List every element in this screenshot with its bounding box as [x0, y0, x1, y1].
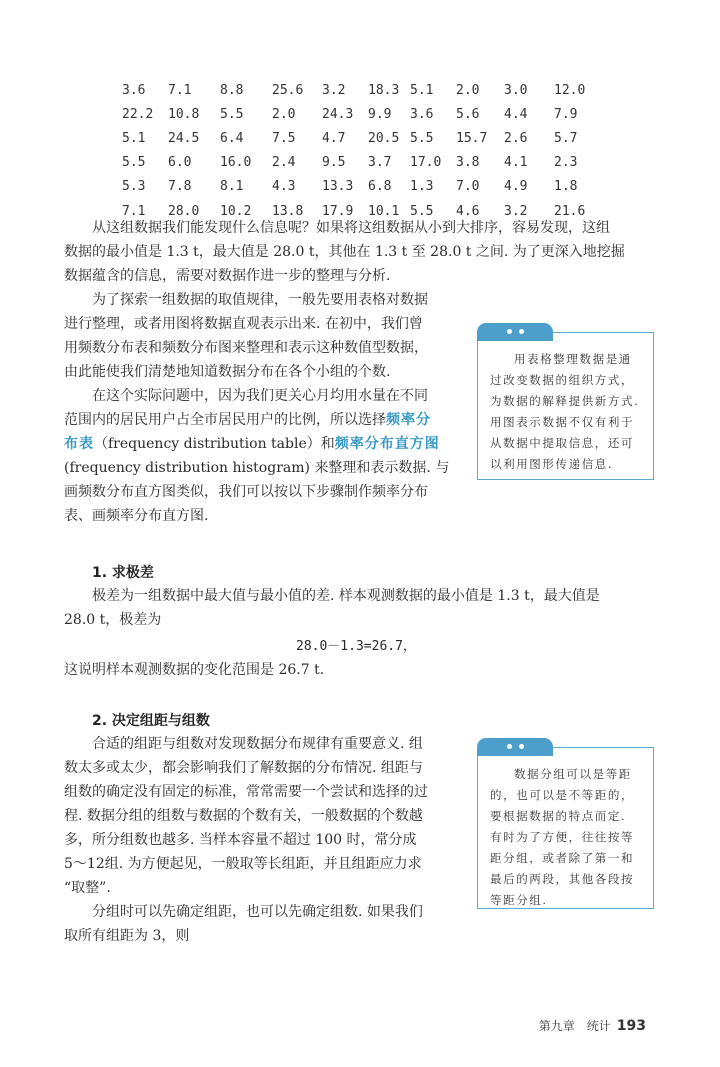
table-cell: 10.2 — [220, 203, 252, 219]
table-cell: 9.5 — [322, 155, 346, 171]
s2-line-4: 程. 数据分组的组数与数据的个数有关，一般数据的个数越 — [64, 808, 423, 824]
table-cell: 2.0 — [272, 106, 296, 122]
s2-line-5: 多，所分组数也越多. 当样本容量不超过 100 时，常分成 — [64, 832, 417, 848]
table-cell: 7.8 — [168, 179, 192, 195]
section-range-title: 1. 求极差 — [92, 565, 154, 581]
term-frequency-table-part2: 布表 — [64, 436, 94, 452]
p3-line-4: (frequency distribution histogram) 来整理和表示数据. 与 — [64, 460, 450, 476]
p3-line-5: 画频数分布直方图类似，我们可以按以下步骤制作频率分布 — [64, 484, 428, 500]
note-2-line: 有时为了方便，往往按等 — [490, 830, 635, 844]
table-cell: 1.8 — [554, 179, 578, 195]
table-cell: 7.5 — [272, 130, 296, 146]
paragraph-explore — [64, 288, 460, 384]
note-1-line: 用图表示数据不仅有利于 — [490, 415, 635, 429]
table-cell: 1.3 — [410, 179, 434, 195]
p3-line-2-text: 范围内的居民用户占全市居民用户的比例，所以选择 — [64, 412, 386, 428]
intro-paragraph — [64, 216, 656, 288]
p2-line-1: 为了探索一组数据的取值规律，一般先要用表格对数据 — [92, 292, 428, 308]
s1-line-1: 极差为一组数据中最大值与最小值的差. 样本观测数据的最小值是 1.3 t，最大值是 — [92, 588, 600, 604]
note-2-text — [478, 748, 653, 911]
table-cell: 4.4 — [504, 106, 528, 122]
note-1-line: 以利用图形传递信息. — [490, 457, 614, 471]
note-2-line: 要根据数据的特点而定. — [490, 809, 627, 823]
note-2-line: 最后的两段，其他各段按 — [490, 872, 635, 886]
p3-line-2 — [64, 408, 460, 432]
paragraph-frequency-table — [64, 384, 460, 528]
table-cell: 4.9 — [504, 179, 528, 195]
table-cell: 10.1 — [368, 203, 400, 219]
s2-line-1: 合适的组距与组数对发现数据分布规律有重要意义. 组 — [92, 736, 423, 752]
table-cell: 5.5 — [122, 155, 146, 171]
table-cell: 4.6 — [456, 203, 480, 219]
side-note-grouping — [477, 747, 654, 909]
note-1-line: 从数据中提取信息，还可 — [490, 436, 635, 450]
table-cell: 6.8 — [368, 179, 392, 195]
table-row — [122, 102, 594, 126]
table-cell: 3.2 — [322, 82, 346, 98]
table-row — [122, 126, 594, 150]
table-cell: 6.0 — [168, 155, 192, 171]
s2-line-6: 5～12组. 为方便起见，一般取等长组距，并且组距应力求 — [64, 856, 422, 872]
table-cell: 3.0 — [504, 82, 528, 98]
water-usage-data-table — [122, 78, 594, 223]
s2-line-8: 分组时可以先确定组距，也可以先确定组数. 如果我们 — [92, 904, 423, 920]
table-cell: 4.3 — [272, 179, 296, 195]
table-cell: 4.7 — [322, 130, 346, 146]
table-cell: 13.8 — [272, 203, 304, 219]
table-cell: 7.1 — [168, 82, 192, 98]
s2-line-7: “取整”. — [64, 880, 111, 896]
p3-line-3-text: （frequency distribution table）和 — [94, 436, 335, 452]
table-cell: 25.6 — [272, 82, 304, 98]
table-cell: 8.1 — [220, 179, 244, 195]
range-formula: 28.0－1.3=26.7， — [296, 639, 416, 654]
note-2-line: 距分组，或者除了第一和 — [490, 851, 635, 865]
table-cell: 2.4 — [272, 155, 296, 171]
note-1-line: 为数据的解释提供新方式. — [490, 394, 640, 408]
table-cell: 6.4 — [220, 130, 244, 146]
table-cell: 24.5 — [168, 130, 200, 146]
table-cell: 4.1 — [504, 155, 528, 171]
table-cell: 7.9 — [554, 106, 578, 122]
p3-line-3 — [64, 432, 460, 456]
table-row — [122, 175, 594, 199]
term-frequency-table-part1: 频率分 — [386, 412, 431, 428]
note-2-line: 等距分组. — [490, 893, 548, 907]
intro-line-3: 数据蕴含的信息，需要对数据作进一步的整理与分析. — [64, 268, 391, 284]
table-cell: 17.0 — [410, 155, 442, 171]
intro-line-2: 数据的最小值是 1.3 t，最大值是 28.0 t，其他在 1.3 t 至 28.0 t 之间. 为了更深入地挖掘 — [64, 244, 625, 260]
section-group-title: 2. 决定组距与组数 — [92, 713, 210, 729]
table-cell: 12.0 — [554, 82, 586, 98]
table-cell: 5.1 — [122, 130, 146, 146]
table-cell: 5.5 — [220, 106, 244, 122]
table-cell: 10.8 — [168, 106, 200, 122]
table-cell: 5.3 — [122, 179, 146, 195]
table-cell: 16.0 — [220, 155, 252, 171]
note-1-line: 过改变数据的组织方式， — [490, 373, 635, 387]
table-cell: 3.6 — [410, 106, 434, 122]
section-range-body — [64, 584, 656, 632]
s2-line-2: 数太多或太少，都会影响我们了解数据的分布情况. 组距与 — [64, 760, 423, 776]
section-range-conclusion: 这说明样本观测数据的变化范围是 26.7 t. — [64, 662, 325, 678]
s2-line-9: 取所有组距为 3，则 — [64, 928, 190, 944]
table-cell: 3.8 — [456, 155, 480, 171]
table-cell: 5.1 — [410, 82, 434, 98]
table-cell: 13.3 — [322, 179, 354, 195]
table-cell: 20.5 — [368, 130, 400, 146]
p3-line-1: 在这个实际问题中，因为我们更关心月均用水量在不同 — [92, 388, 428, 404]
table-cell: 15.7 — [456, 130, 488, 146]
table-cell: 2.6 — [504, 130, 528, 146]
s2-line-3: 组数的确定没有固定的标准，常常需要一个尝试和选择的过 — [64, 784, 428, 800]
table-cell: 28.0 — [168, 203, 200, 219]
p2-line-4: 由此能使我们清楚地知道数据分布在各个小组的个数. — [64, 364, 391, 380]
table-cell: 2.3 — [554, 155, 578, 171]
table-cell: 7.0 — [456, 179, 480, 195]
table-cell: 9.9 — [368, 106, 392, 122]
page-footer — [539, 1017, 646, 1034]
table-row — [122, 151, 594, 175]
table-cell: 7.1 — [122, 203, 146, 219]
table-cell: 24.3 — [322, 106, 354, 122]
note-1-line: 用表格整理数据是通 — [514, 352, 632, 366]
table-cell: 3.6 — [122, 82, 146, 98]
side-note-table-usage — [477, 332, 654, 480]
table-cell: 5.5 — [410, 203, 434, 219]
table-cell: 5.5 — [410, 130, 434, 146]
p3-line-6: 表、画频率分布直方图. — [64, 508, 209, 524]
table-cell: 22.2 — [122, 106, 154, 122]
table-cell: 5.6 — [456, 106, 480, 122]
note-2-line: 的，也可以是不等距的， — [490, 788, 635, 802]
note-1-text — [478, 333, 653, 475]
page-number: 193 — [616, 1018, 646, 1034]
table-cell: 21.6 — [554, 203, 586, 219]
table-cell: 18.3 — [368, 82, 400, 98]
table-cell: 8.8 — [220, 82, 244, 98]
s1-line-2: 28.0 t，极差为 — [64, 612, 162, 628]
table-cell: 5.7 — [554, 130, 578, 146]
table-cell: 3.7 — [368, 155, 392, 171]
note-2-line: 数据分组可以是等距 — [514, 767, 632, 781]
p2-line-2: 进行整理，或者用图将数据直观表示出来. 在初中，我们曾 — [64, 316, 423, 332]
chapter-label: 第九章 统计 — [538, 1019, 611, 1033]
table-row — [122, 78, 594, 102]
table-cell: 17.9 — [322, 203, 354, 219]
intro-line-1: 从这组数据我们能发现什么信息呢？如果将这组数据从小到大排序，容易发现，这组 — [92, 220, 610, 236]
table-cell: 3.2 — [504, 203, 528, 219]
section-group-body — [64, 732, 460, 948]
term-frequency-histogram: 频率分布直方图 — [334, 436, 440, 452]
table-cell: 2.0 — [456, 82, 480, 98]
p2-line-3: 用频数分布表和频数分布图来整理和表示这种数值型数据， — [64, 340, 428, 356]
